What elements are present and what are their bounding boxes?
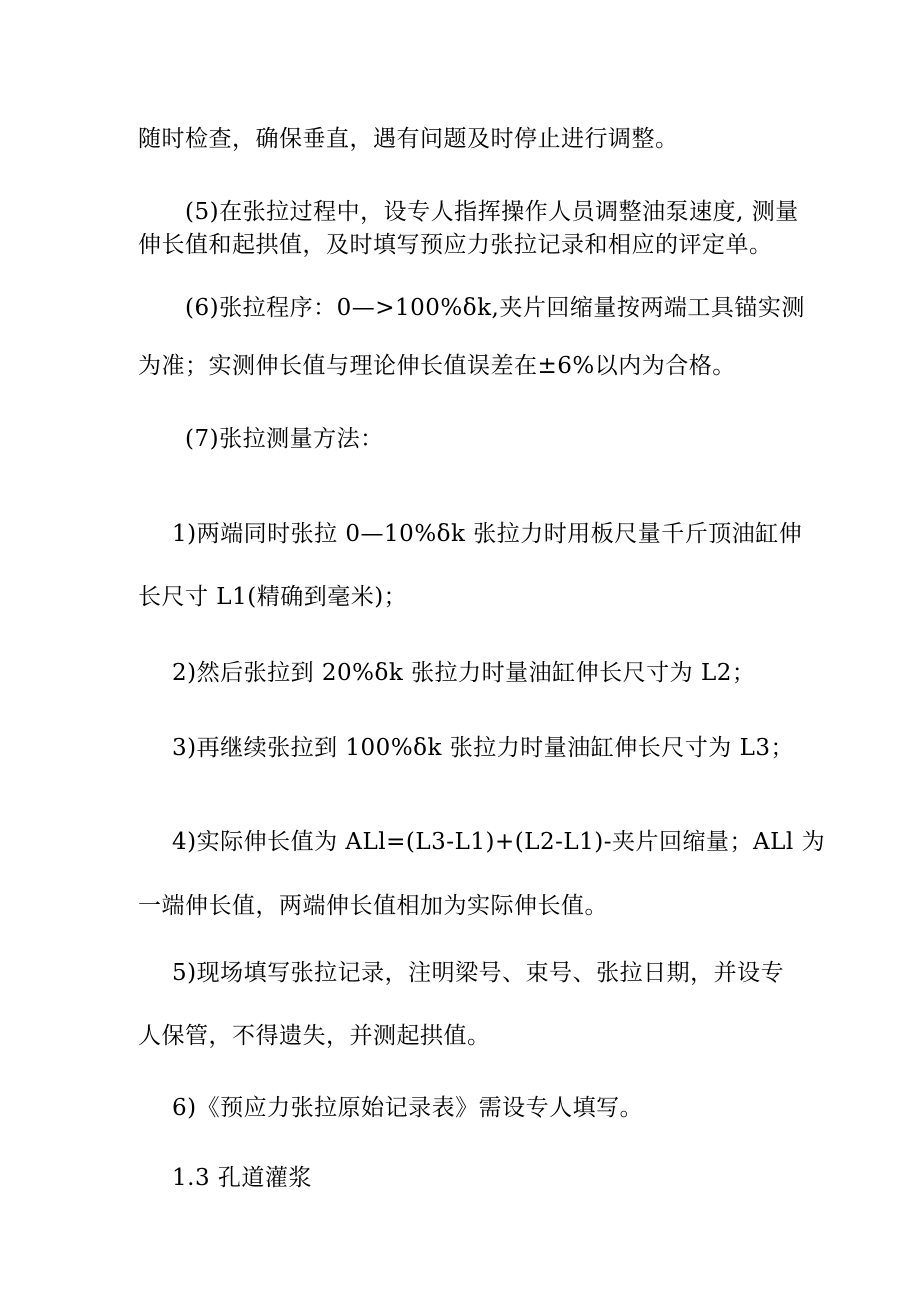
paragraph-line: 伸长值和起拱值，及时填写预应力张拉记录和相应的评定单。 (138, 232, 773, 258)
paragraph-line: 1)两端同时张拉 0—10%δk 张拉力时用板尺量千斤顶油缸伸 (172, 521, 803, 547)
paragraph-line: 6)《预应力张拉原始记录表》需设专人填写。 (172, 1095, 644, 1121)
paragraph-line: 3)再继续张拉到 100%δk 张拉力时量油缸伸长尺寸为 L3； (172, 735, 794, 761)
paragraph-line: 长尺寸 L1(精确到毫米)； (138, 584, 408, 610)
paragraph-line: 一端伸长值，两端伸长值相加为实际伸长值。 (138, 893, 608, 919)
paragraph-line: 随时检查，确保垂直，遇有问题及时停止进行调整。 (138, 126, 679, 152)
section-heading: (7)张拉测量方法： (185, 426, 384, 452)
paragraph-line: 5)现场填写张拉记录，注明梁号、束号、张拉日期，并设专 (172, 960, 785, 986)
paragraph-line: 2)然后张拉到 20%δk 张拉力时量油缸伸长尺寸为 L2； (172, 660, 756, 686)
paragraph-line: 4)实际伸长值为 ALl=(L3-L1)+(L2-L1)-夹片回缩量；ALl 为 (172, 829, 826, 855)
section-heading: 1.3 孔道灌浆 (172, 1165, 312, 1191)
paragraph-line: 人保管，不得遗失，并测起拱值。 (138, 1023, 491, 1049)
paragraph-line: (6)张拉程序：0—>100%δk,夹片回缩量按两端工具锚实测 (185, 295, 805, 321)
paragraph-line: (5)在张拉过程中，设专人指挥操作人员调整油泵速度, 测量 (185, 199, 799, 225)
paragraph-line: 为准；实测伸长值与理论伸长值误差在±6%以内为合格。 (138, 353, 736, 379)
